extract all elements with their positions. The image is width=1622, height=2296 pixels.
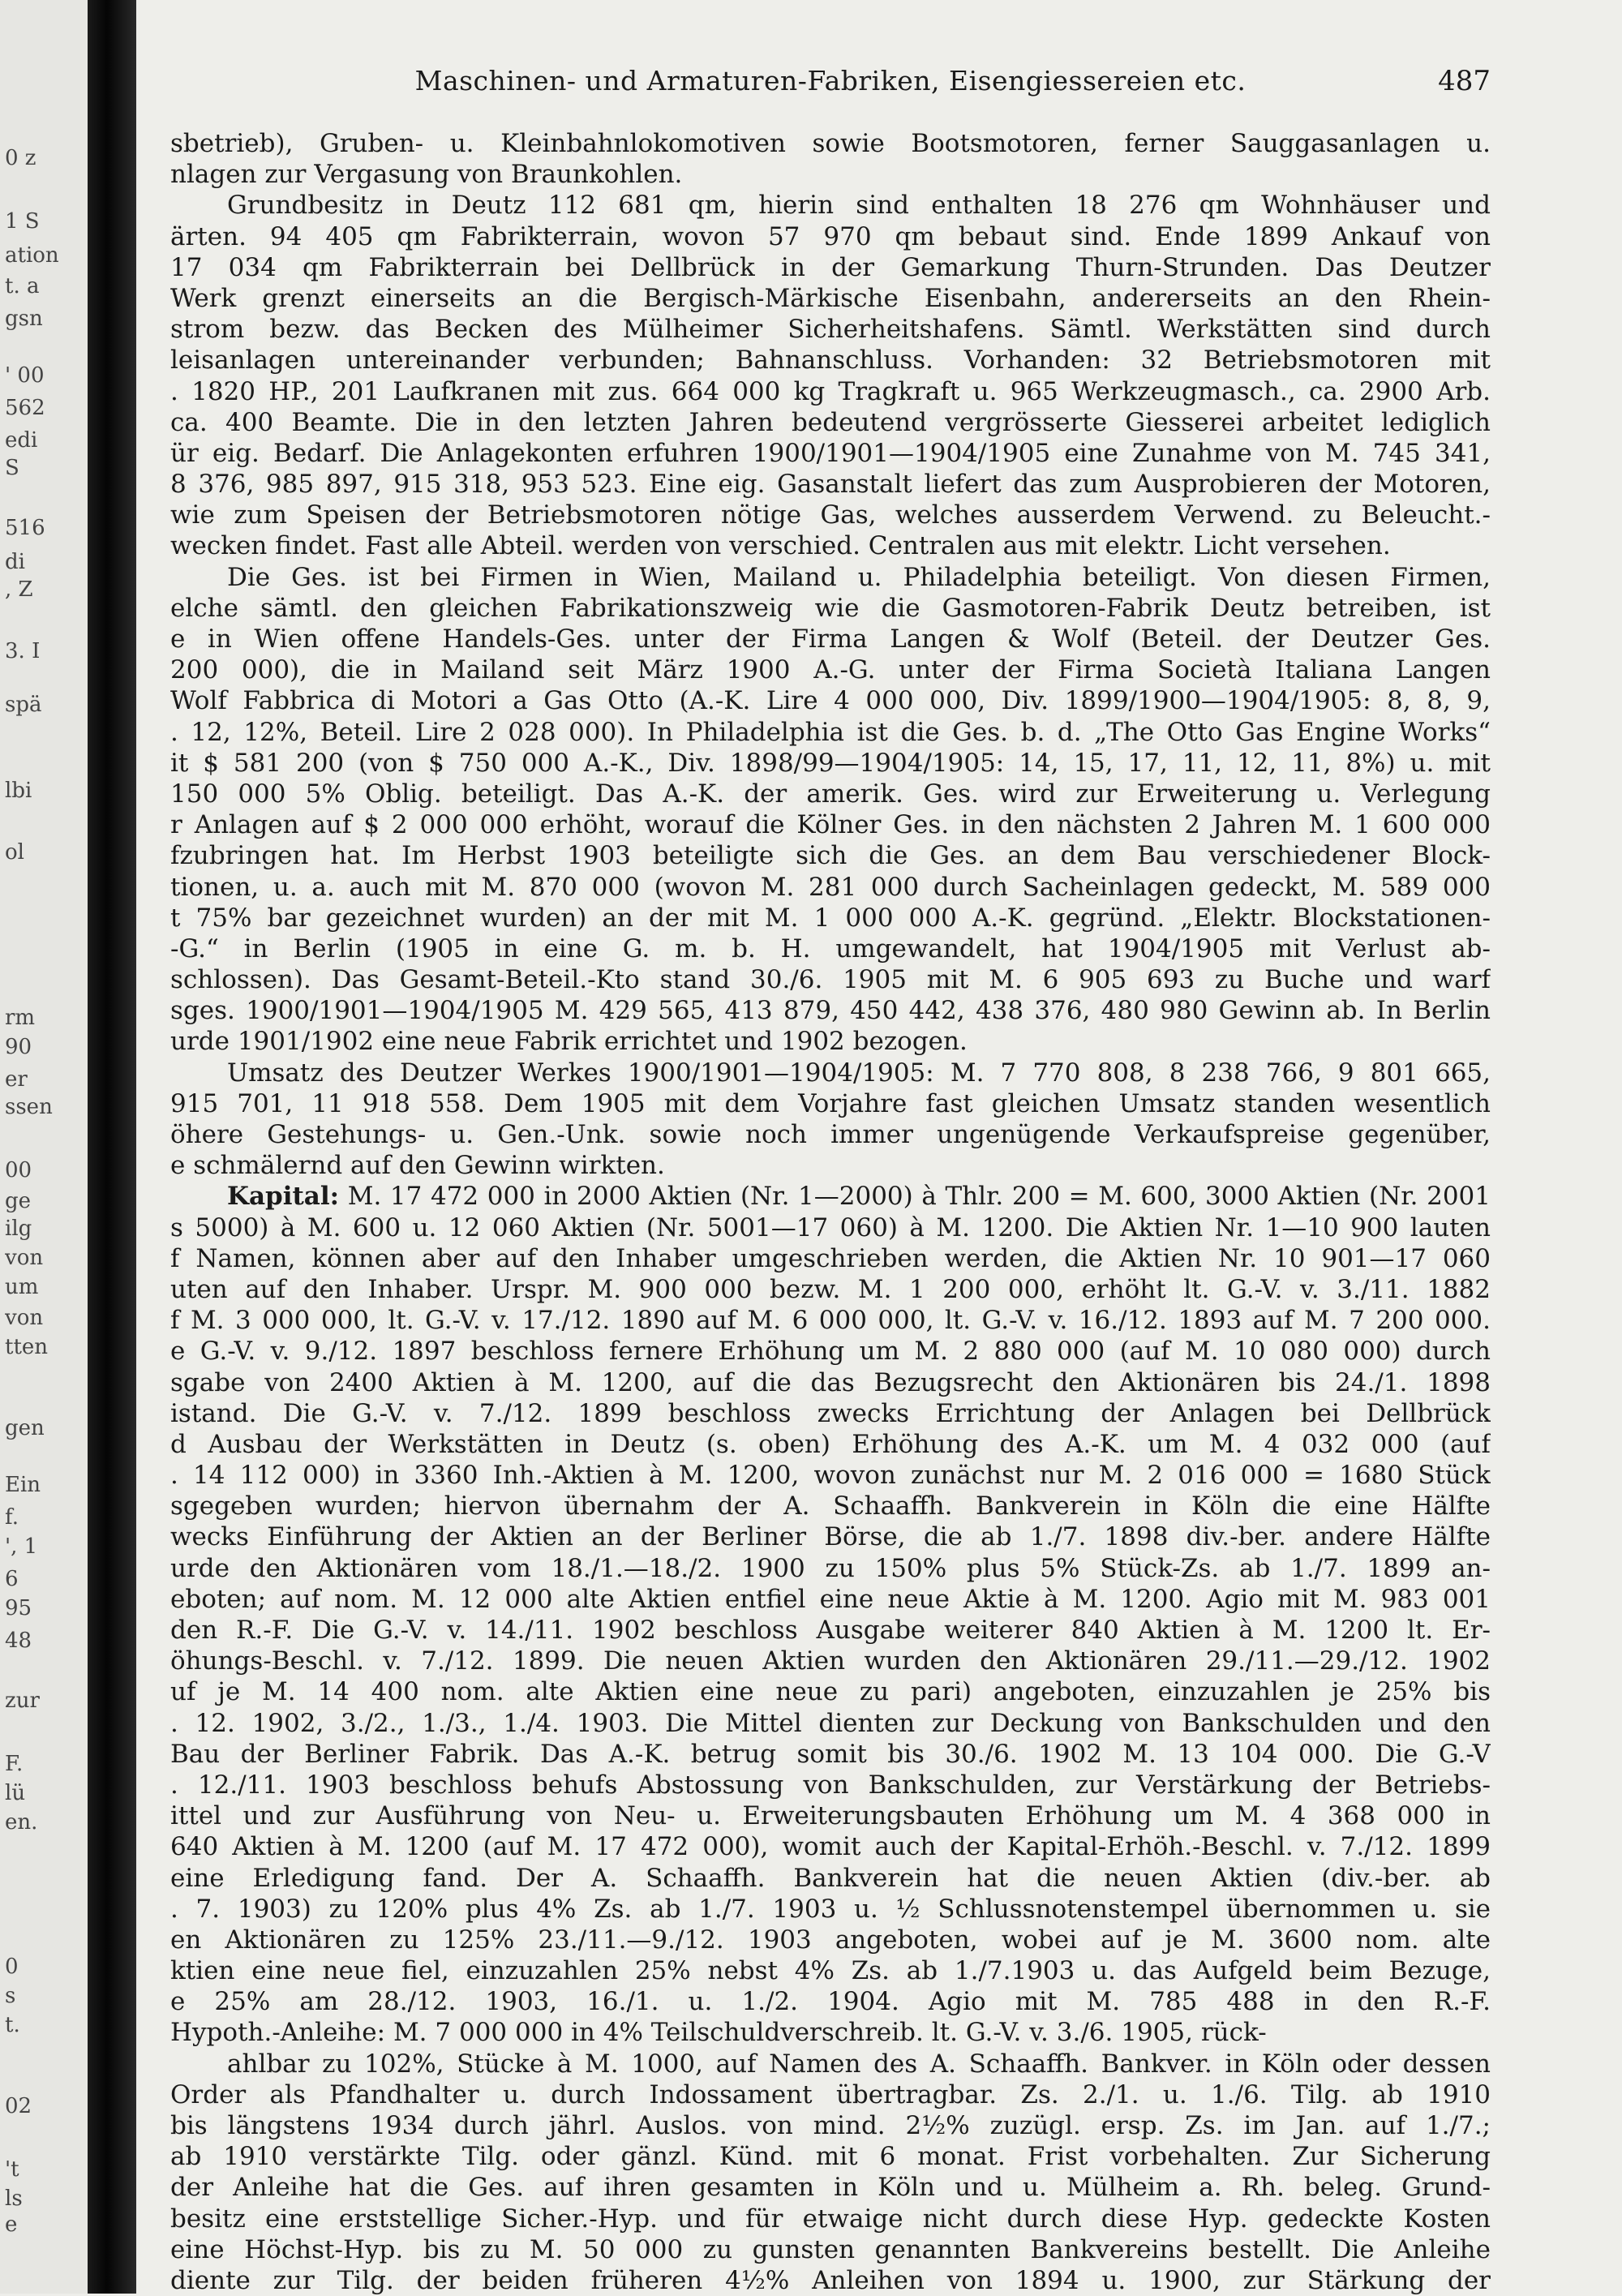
text-line: . 14 112 000) in 3360 Inh.-Aktien à M. 1200, wovon zunächst nur M. 2 016 000 = 1680 Stück (170, 1461, 1491, 1491)
margin-fragment: F. (5, 1752, 24, 1776)
text-line: besitz eine erststellige Sicher.-Hyp. und für etwaige nicht durch diese Hyp. gedeckte Kosten (170, 2204, 1491, 2234)
text-line: sges. 1900/1901—1904/1905 M. 429 565, 413 879, 450 442, 438 376, 480 980 Gewinn ab. In Berlin (170, 996, 1491, 1026)
margin-fragment: tten (5, 1335, 49, 1359)
text-line: Hypoth.-Anleihe: M. 7 000 000 in 4% Teilschuldverschreib. lt. G.-V. v. 3./6. 1905, rück- (170, 2018, 1267, 2048)
margin-fragment: f. (5, 1505, 19, 1530)
text-line: 640 Aktien à M. 1200 (auf M. 17 472 000), womit auch der Kapital-Erhöh.-Beschl. v. 7./12. 1899 (170, 1832, 1491, 1862)
margin-fragment: 0 (5, 1955, 19, 1979)
text-line: . 12, 12%, Beteil. Lire 2 028 000). In Philadelphia ist die Ges. b. d. „The Otto Gas Engine Works“ (170, 717, 1491, 747)
text-line: e schmälernd auf den Gewinn wirkten. (170, 1151, 665, 1181)
text-line: 915 701, 11 918 558. Dem 1905 mit dem Vorjahre fast gleichen Umsatz standen wesentlich (170, 1088, 1491, 1118)
margin-fragment: 562 (5, 396, 45, 420)
margin-fragment: ls (5, 2187, 23, 2211)
margin-fragment: 't (5, 2157, 19, 2182)
text-line: eboten; auf nom. M. 12 000 alte Aktien entfiel eine neue Aktie à M. 1200. Agio mit M. 983 001 (170, 1584, 1491, 1614)
text-line: . 12. 1902, 3./2., 1./3., 1./4. 1903. Die Mittel dienten zur Deckung von Bankschulden und den (170, 1708, 1491, 1738)
margin-fragment: ', 1 (5, 1534, 38, 1559)
text-line: e G.-V. v. 9./12. 1897 beschloss fernere Erhöhung um M. 2 880 000 (auf M. 10 080 000) durch (170, 1337, 1491, 1367)
margin-fragment: gen (5, 1416, 45, 1440)
text-line: . 12./11. 1903 beschloss behufs Abstossung von Bankschulden, zur Verstärkung der Betriebs- (170, 1770, 1491, 1800)
text-line: eine Höchst-Hyp. bis zu M. 50 000 zu gunsten genannten Bankvereins bestellt. Die Anleihe (170, 2234, 1491, 2264)
margin-fragment: er (5, 1067, 28, 1092)
text-line: e in Wien offene Handels-Ges. unter der Firma Langen & Wolf (Beteil. der Deutzer Ges. (170, 624, 1491, 654)
margin-fragment: 00 (5, 1158, 32, 1182)
text-line: wie zum Speisen der Betriebsmotoren nötige Gas, welches ausserdem Verwend. zu Beleucht.- (170, 500, 1491, 530)
margin-fragment: rm (5, 1006, 36, 1030)
section-heading: Kapital: (227, 1182, 340, 1212)
text-line: ärten. 94 405 qm Fabrikterrain, wovon 57 970 qm bebaut sind. Ende 1899 Ankauf von (170, 221, 1491, 251)
text-line: sbetrieb), Gruben- u. Kleinbahnlokomotiven sowie Bootsmotoren, ferner Sauggasanlagen u. (170, 129, 1491, 158)
margin-fragment: lü (5, 1781, 26, 1805)
margin-fragment: , Z (5, 577, 33, 602)
text-line: diente zur Tilg. der beiden früheren 4½% Anleihen von 1894 u. 1900, zur Stärkung der (170, 2265, 1491, 2295)
text-line: istand. Die G.-V. v. 7./12. 1899 beschloss zwecks Errichtung der Anlagen bei Dellbrück (170, 1398, 1491, 1428)
text-line: ab 1910 verstärkte Tilg. oder gänzl. Künd. mit 6 monat. Frist vorbehalten. Zur Sicherung (170, 2142, 1491, 2172)
text-line: bis längstens 1934 durch jährl. Auslos. von mind. 2½% zuzügl. ersp. Zs. im Jan. auf 1./7.; (170, 2111, 1491, 2140)
text-line: den R.-F. Die G.-V. v. 14./11. 1902 beschloss Ausgabe weiterer 840 Aktien à M. 1200 lt. Er- (170, 1616, 1491, 1645)
text-line: Werk grenzt einerseits an die Bergisch-Märkische Eisenbahn, andererseits an den Rhein- (170, 283, 1491, 313)
margin-fragment: S (5, 456, 19, 480)
margin-fragment: ssen (5, 1095, 53, 1119)
text-line: ür eig. Bedarf. Die Anlagekonten erfuhren 1900/1901—1904/1905 eine Zunahme von M. 745 341, (170, 438, 1491, 468)
text-line: der Anleihe hat die Ges. auf ihren gesamten in Köln und u. Mülheim a. Rh. beleg. Grund- (170, 2173, 1491, 2203)
body-text (170, 128, 1491, 2296)
text-line: Umsatz des Deutzer Werkes 1900/1901—1904/1905: M. 7 770 808, 8 238 766, 9 801 665, (227, 1058, 1491, 1088)
text-line: it $ 581 200 (von $ 750 000 A.-K., Div. 1898/99—1904/1905: 14, 15, 17, 11, 12, 11, 8%) u. mit (170, 748, 1491, 778)
margin-fragment: 02 (5, 2094, 32, 2118)
margin-fragment: 3. I (5, 639, 41, 663)
text-line: elche sämtl. den gleichen Fabrikationszweig wie die Gasmotoren-Fabrik Deutz betreiben, ist (170, 593, 1491, 623)
margin-fragment: ilg (5, 1217, 32, 1241)
text-line: schlossen). Das Gesamt-Beteil.-Kto stand 30./6. 1905 mit M. 6 905 693 zu Buche und warf (170, 965, 1491, 995)
margin-fragment: 516 (5, 516, 45, 540)
text-line: ahlbar zu 102%, Stücke à M. 1000, auf Namen des A. Schaaffh. Bankver. in Köln oder dessen (227, 2049, 1491, 2079)
margin-fragment: s (5, 1984, 16, 2008)
margin-fragment: lbi (5, 779, 32, 803)
text-line: -G.“ in Berlin (1905 in eine G. m. b. H. umgewandelt, hat 1904/1905 mit Verlust ab- (170, 933, 1491, 963)
text-line: ktien eine neue fiel, einzuzahlen 25% nebst 4% Zs. ab 1./7.1903 u. das Aufgeld beim Bezuge, (170, 1956, 1491, 1986)
text-line: tionen, u. a. auch mit M. 870 000 (wovon M. 281 000 durch Sacheinlagen gedeckt, M. 589 000 (170, 872, 1491, 902)
margin-fragment: Ein (5, 1473, 41, 1497)
text-line: . 7. 1903) zu 120% plus 4% Zs. ab 1./7. 1903 u. ½ Schlussnotenstempel übernommen u. sie (170, 1894, 1491, 1924)
text-line: wecken findet. Fast alle Abteil. werden von verschied. Centralen aus mit elektr. Licht versehen. (170, 531, 1391, 561)
margin-fragment: di (5, 550, 25, 574)
margin-fragment: zur (5, 1689, 40, 1713)
text-line: urde 1901/1902 eine neue Fabrik errichtet und 1902 bezogen. (170, 1027, 968, 1057)
text-line: r Anlagen auf $ 2 000 000 erhöht, worauf die Kölner Ges. in den nächsten 2 Jahren M. 1 600 000 (170, 810, 1491, 840)
text-line: öhungs-Beschl. v. 7./12. 1899. Die neuen Aktien wurden den Aktionären 29./11.—29./12. 1902 (170, 1646, 1491, 1676)
text-line: Die Ges. ist bei Firmen in Wien, Mailand u. Philadelphia beteiligt. Von diesen Firmen, (227, 562, 1491, 592)
text-line: d Ausbau der Werkstätten in Deutz (s. oben) Erhöhung des A.-K. um M. 4 032 000 (auf (170, 1429, 1491, 1459)
page-number: 487 (1438, 65, 1491, 97)
margin-fragment: 95 (5, 1596, 32, 1620)
text-line: uf je M. 14 400 nom. alte Aktien eine neue zu pari) angeboten, einzuzahlen je 25% bis (170, 1677, 1491, 1707)
document-page (170, 65, 1491, 2295)
margin-fragment: 90 (5, 1035, 32, 1059)
text-line: nlagen zur Vergasung von Braunkohlen. (170, 160, 683, 190)
margin-fragment: ge (5, 1189, 32, 1213)
text-line: . 1820 HP., 201 Laufkranen mit zus. 664 000 kg Tragkraft u. 965 Werkzeugmasch., ca. 2900 Arb. (170, 376, 1491, 406)
text-line: eine Erledigung fand. Der A. Schaaffh. Bankverein hat die neuen Aktien (div.-ber. ab (170, 1863, 1491, 1893)
margin-fragment: spä (5, 693, 42, 717)
margin-fragment: ' 00 (5, 363, 45, 388)
text-line: 200 000), die in Mailand seit März 1900 A.-G. unter der Firma Società Italiana Langen (170, 655, 1491, 685)
text-line: Grundbesitz in Deutz 112 681 qm, hierin sind enthalten 18 276 qm Wohnhäuser und (227, 191, 1491, 221)
margin-fragment: edi (5, 428, 38, 453)
margin-fragment: um (5, 1275, 39, 1299)
text-line: sgabe von 2400 Aktien à M. 1200, auf die das Bezugsrecht den Aktionären bis 24./1. 1898 (170, 1367, 1491, 1397)
margin-fragment: von (5, 1306, 44, 1330)
text-line: wecks Einführung der Aktien an der Berliner Börse, die ab 1./7. 1898 div.-ber. andere Hälfte (170, 1522, 1491, 1552)
text-line: uten auf den Inhaber. Urspr. M. 900 000 bezw. M. 1 200 000, erhöht lt. G.-V. v. 3./11. 1882 (170, 1274, 1491, 1304)
margin-fragment: 6 (5, 1567, 19, 1591)
text-line: 17 034 qm Fabrikterrain bei Dellbrück in der Gemarkung Thurn-Strunden. Das Deutzer (170, 252, 1491, 282)
text-line: öhere Gestehungs- u. Gen.-Unk. sowie noch immer ungenügende Verkaufspreise gegenüber, (170, 1120, 1491, 1149)
text-line: fzubringen hat. Im Herbst 1903 beteiligte sich die Ges. an dem Bau verschiedener Block- (170, 841, 1491, 871)
text-line: Wolf Fabbrica di Motori a Gas Otto (A.-K. Lire 4 000 000, Div. 1899/1900—1904/1905: 8, 8, 9, (170, 686, 1491, 716)
page-header (170, 65, 1491, 110)
text-line: e 25% am 28./12. 1903, 16./1. u. 1./2. 1904. Agio mit M. 785 488 in den R.-F. (170, 1987, 1491, 2017)
text-line: f M. 3 000 000, lt. G.-V. v. 17./12. 1890 auf M. 6 000 000, lt. G.-V. v. 16./12. 1893 auf M. 7 200 000. (170, 1306, 1491, 1336)
margin-fragment: ation (5, 243, 59, 268)
margin-fragment: von (5, 1246, 44, 1270)
text-line: Order als Pfandhalter u. durch Indossament übertragbar. Zs. 2./1. u. 1./6. Tilg. ab 1910 (170, 2079, 1491, 2109)
margin-fragment: gsn (5, 307, 43, 331)
text-line: sgegeben wurden; hiervon übernahm der A. Schaaffh. Bankverein in Köln die eine Hälfte (170, 1491, 1491, 1521)
text-line: strom bezw. das Becken des Mülheimer Sicherheitshafens. Sämtl. Werkstätten sind durch (170, 315, 1491, 345)
text-line: leisanlagen untereinander verbunden; Bahnanschluss. Vorhanden: 32 Betriebsmotoren mit (170, 345, 1491, 376)
text-line: Kapital: M. 17 472 000 in 2000 Aktien (Nr. 1—2000) à Thlr. 200 = M. 600, 3000 Aktien (Nr. 2001 (227, 1182, 1491, 1212)
text-line: ca. 400 Beamte. Die in den letzten Jahren bedeutend vergrösserte Giesserei arbeitet lediglich (170, 407, 1491, 437)
text-line: Bau der Berliner Fabrik. Das A.-K. betrug somit bis 30./6. 1902 M. 13 104 000. Die G.-V (170, 1739, 1491, 1769)
margin-fragment: 1 S (5, 209, 40, 234)
left-margin-previous-page (0, 0, 88, 2294)
text-line: urde den Aktionären vom 18./1.—18./2. 1900 zu 150% plus 5% Stück-Zs. ab 1./7. 1899 an- (170, 1553, 1491, 1583)
margin-fragment: 48 (5, 1629, 32, 1653)
margin-fragment: t. (5, 2013, 20, 2037)
margin-fragment: en. (5, 1810, 38, 1835)
text-line: 150 000 5% Oblig. beteiligt. Das A.-K. der amerik. Ges. wird zur Erweiterung u. Verlegung (170, 779, 1491, 809)
margin-fragment: 0 z (5, 146, 36, 170)
text-line: s 5000) à M. 600 u. 12 060 Aktien (Nr. 5001—17 060) à M. 1200. Die Aktien Nr. 1—10 900 lauten (170, 1212, 1491, 1242)
text-line: ittel und zur Ausführung von Neu- u. Erweiterungsbauten Erhöhung um M. 4 368 000 in (170, 1801, 1491, 1831)
book-gutter (88, 0, 136, 2294)
text-line: f Namen, können aber auf den Inhaber umgeschrieben werden, die Aktien Nr. 10 901—17 060 (170, 1243, 1491, 1273)
text-line: 8 376, 985 897, 915 318, 953 523. Eine eig. Gasanstalt liefert das zum Ausprobieren der Motoren, (170, 470, 1491, 500)
text-line: en Aktionären zu 125% 23./11.—9./12. 1903 angeboten, wobei auf je M. 3600 nom. alte (170, 1925, 1491, 1955)
running-title: Maschinen- und Armaturen-Fabriken, Eisengiessereien etc. (414, 65, 1247, 97)
text-line: t 75% bar gezeichnet wurden) an der mit M. 1 000 000 A.-K. gegründ. „Elektr. Blockstationen- (170, 903, 1491, 933)
margin-fragment: e (5, 2212, 18, 2237)
margin-fragment: t. a (5, 274, 40, 298)
margin-fragment: ol (5, 840, 24, 865)
